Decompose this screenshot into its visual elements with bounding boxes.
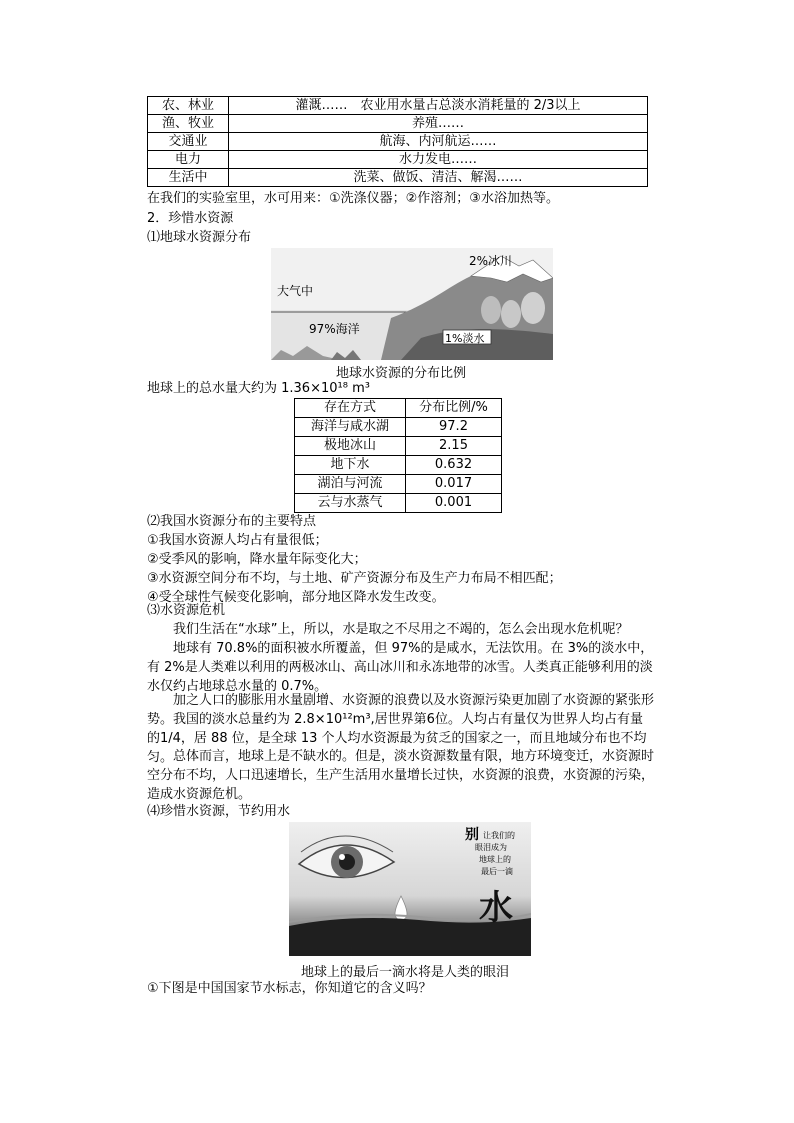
poster-slogan-head: 别: [465, 827, 479, 843]
form-cell: 云与水蒸气: [295, 494, 406, 513]
column-header: 存在方式: [295, 399, 406, 418]
fresh-water-label: 1%淡水: [445, 332, 485, 345]
sub2-title: ⑵我国水资源分布的主要特点: [147, 514, 317, 529]
feature-item: ②受季风的影响，降水量年际变化大；: [147, 552, 367, 567]
proportion-cell: 0.001: [406, 494, 502, 513]
poster-slogan-line3: 地球上的: [479, 855, 511, 864]
form-cell: 地下水: [295, 456, 406, 475]
table-row: [295, 475, 502, 494]
sector-cell: 交通业: [148, 133, 229, 151]
table-row: [148, 169, 648, 187]
sector-cell: 生活中: [148, 169, 229, 187]
poster-slogan-line4: 最后一滴: [481, 867, 513, 876]
total-water-text: 地球上的总水量大约为 1.36×10¹⁸ m³: [147, 381, 370, 396]
last-drop-poster: [289, 822, 531, 956]
crisis-paragraph: 总体而言，地球上是不缺水的。但是，淡水资源数量有限，地方环境变迁，水资源时空分布不均，人口迅速增长，生产生活用水量增长过快，水资源的浪费，水资源的污染，造成水资源危机。: [147, 749, 655, 802]
crisis-paragraph: 地球有 70.8%的面积被水所覆盖，但 97%的是咸水，无法饮用。在 3%的淡水中，有 2%是人类难以利用的两极冰山、高山冰川和永冻地带的冰雪。人类真正能够利用的淡水仅约占地球总水量的 0.7%。: [147, 641, 654, 694]
use-cell: 航海、内河航运……: [229, 133, 648, 151]
use-cell: 水力发电……: [229, 151, 648, 169]
sector-cell: 渔、牧业: [148, 115, 229, 133]
table-header-row: [295, 399, 502, 418]
sector-cell: 电力: [148, 151, 229, 169]
crisis-paragraph: 我们生活在“水球”上，所以，水是取之不尽用之不竭的，怎么会出现水危机呢？: [173, 622, 629, 637]
proportion-cell: 97.2: [406, 418, 502, 437]
question-text: ①下图是中国国家节水标志，你知道它的含义吗？: [147, 981, 432, 996]
poster-slogan-line2: 眼泪成为: [475, 843, 507, 852]
figure2-caption: 地球上的最后一滴水将是人类的眼泪: [301, 965, 510, 980]
feature-item: ④受全球性气候变化影响，部分地区降水发生改变。: [147, 590, 445, 605]
ocean-label: 97%海洋: [309, 322, 360, 336]
sub4-title: ⑷珍惜水资源，节约用水: [147, 804, 291, 819]
glacier-label: 2%冰川: [469, 254, 513, 268]
crisis-paragraph: 加之人口的膨胀用水量剧增、水资源的浪费以及水资源污染更加剧了水资源的紧张形势。: [147, 693, 655, 727]
table-row: [295, 456, 502, 475]
table-row: [148, 133, 648, 151]
feature-item: ①我国水资源人均占有量很低；: [147, 533, 328, 548]
section2-title: 2．珍惜水资源: [147, 211, 234, 226]
poster-slogan-line1: 让我们的: [483, 831, 515, 840]
proportion-cell: 2.15: [406, 437, 502, 456]
water-distribution-table: [294, 398, 502, 513]
form-cell: 海洋与咸水湖: [295, 418, 406, 437]
proportion-cell: 0.632: [406, 456, 502, 475]
table-row: [295, 418, 502, 437]
sector-cell: 农、林业: [148, 97, 229, 115]
water-distribution-figure: [271, 248, 553, 360]
table-row: [148, 115, 648, 133]
use-cell: 洗菜、做饭、清洁、解渴……: [229, 169, 648, 187]
form-cell: 湖泊与河流: [295, 475, 406, 494]
form-cell: 极地冰山: [295, 437, 406, 456]
feature-item: ③水资源空间分布不均，与土地、矿产资源分布及生产力布局不相匹配；: [147, 571, 562, 586]
sub3-title: ⑶水资源危机: [147, 603, 226, 618]
table-row: [148, 97, 648, 115]
water-uses-table: [147, 96, 648, 187]
table-row: [295, 494, 502, 513]
crisis-paragraph: 我国的淡水总量约为 2.8×10¹²m³,居世界第6位。人均占有量仅为世界人均占有量的1/4，居 88 位，是全球 13 个人均水资源最为贫乏的国家之一，而且地域分布也不均匀。: [147, 712, 647, 765]
poster-water-character: 水: [479, 888, 513, 928]
proportion-cell: 0.017: [406, 475, 502, 494]
sub1-title: ⑴地球水资源分布: [147, 230, 252, 245]
use-cell: 养殖……: [229, 115, 648, 133]
lab-use-text: 在我们的实验室里，水可用来：①洗涤仪器；②作溶剂；③水浴加热等。: [147, 191, 559, 206]
use-cell: 灌溉…… 农业用水量占总淡水消耗量的 2/3以上: [229, 97, 648, 115]
table-row: [295, 437, 502, 456]
column-header: 分布比例/%: [406, 399, 502, 418]
figure1-caption: 地球水资源的分布比例: [336, 366, 467, 381]
atmosphere-label: 大气中: [277, 284, 314, 298]
table-row: [148, 151, 648, 169]
